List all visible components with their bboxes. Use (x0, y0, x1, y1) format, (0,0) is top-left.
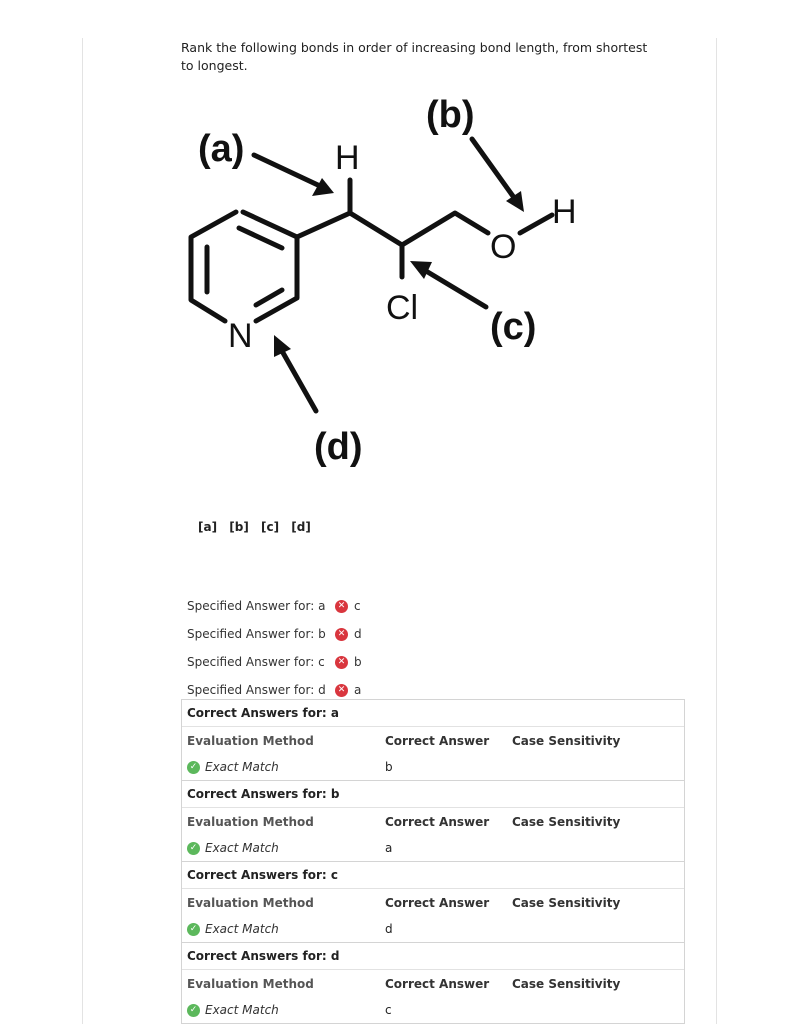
header-case-sensitivity: Case Sensitivity (512, 896, 621, 910)
arrow-c (426, 271, 486, 307)
blank-c: [c] (261, 520, 280, 534)
specified-value: c (354, 599, 361, 613)
label-a: (a) (198, 128, 245, 170)
correct-answers-table (181, 699, 685, 1024)
header-correct-answer: Correct Answer (385, 896, 490, 910)
header-evaluation-method: Evaluation Method (187, 815, 314, 829)
blank-b: [b] (229, 520, 249, 534)
atom-o: O (490, 228, 517, 266)
correct-answers-block (182, 781, 684, 862)
header-case-sensitivity: Case Sensitivity (512, 977, 621, 991)
incorrect-icon: ✕ (335, 656, 348, 669)
header-correct-answer: Correct Answer (385, 734, 490, 748)
correct-answers-block (182, 700, 684, 781)
correct-answers-block (182, 862, 684, 943)
atom-h-oh: H (552, 193, 577, 231)
correct-answer-value: b (385, 760, 393, 774)
correct-answers-title: Correct Answers for: d (182, 943, 684, 970)
evaluation-method-value: Exact Match (205, 760, 279, 774)
correct-answers-block (182, 943, 684, 1024)
specified-row (187, 592, 362, 620)
ring-bond (191, 212, 236, 321)
correct-answers-title: Correct Answers for: c (182, 862, 684, 889)
incorrect-icon: ✕ (335, 684, 348, 697)
evaluation-method-value: Exact Match (205, 922, 279, 936)
header-evaluation-method: Evaluation Method (187, 896, 314, 910)
header-evaluation-method: Evaluation Method (187, 734, 314, 748)
arrow-d (282, 351, 316, 411)
table-row (182, 998, 684, 1023)
specified-value: a (354, 683, 362, 697)
oh-bond (520, 215, 552, 233)
specified-label: Specified Answer for: b (187, 627, 326, 641)
arrow-a-head (312, 178, 334, 196)
chain-bond (297, 213, 488, 245)
arrow-b (472, 139, 515, 199)
specified-label: Specified Answer for: a (187, 599, 326, 613)
correct-answers-title: Correct Answers for: b (182, 781, 684, 808)
label-b: (b) (426, 94, 475, 136)
label-d: (d) (314, 426, 363, 468)
atom-cl: Cl (386, 289, 419, 327)
frame-right-border (716, 38, 717, 1024)
arrow-a (254, 155, 320, 186)
header-correct-answer: Correct Answer (385, 977, 490, 991)
correct-answers-title: Correct Answers for: a (182, 700, 684, 727)
correct-answer-value: a (385, 841, 393, 855)
blank-d: [d] (291, 520, 311, 534)
answer-blanks (198, 520, 317, 534)
molecule-diagram (170, 85, 577, 475)
specified-row (187, 648, 362, 676)
check-icon: ✓ (187, 761, 200, 774)
table-header (182, 808, 684, 836)
ring-double-bond (239, 228, 282, 248)
question-text: Rank the following bonds in order of increasing bond length, from shortest to longest. (181, 40, 648, 73)
specified-answers (187, 592, 362, 704)
header-evaluation-method: Evaluation Method (187, 977, 314, 991)
table-header (182, 970, 684, 998)
blank-a: [a] (198, 520, 218, 534)
atom-h-top: H (335, 139, 360, 177)
specified-value: b (354, 655, 362, 669)
correct-answer-value: d (385, 922, 393, 936)
specified-label: Specified Answer for: d (187, 683, 326, 697)
evaluation-method-value: Exact Match (205, 1003, 279, 1017)
header-correct-answer: Correct Answer (385, 815, 490, 829)
specified-label: Specified Answer for: c (187, 655, 325, 669)
incorrect-icon: ✕ (335, 600, 348, 613)
correct-answer-value: c (385, 1003, 392, 1017)
header-case-sensitivity: Case Sensitivity (512, 815, 621, 829)
evaluation-method-value: Exact Match (205, 841, 279, 855)
table-header (182, 889, 684, 917)
atom-n: N (228, 317, 253, 355)
header-case-sensitivity: Case Sensitivity (512, 734, 621, 748)
incorrect-icon: ✕ (335, 628, 348, 641)
check-icon: ✓ (187, 1004, 200, 1017)
specified-row (187, 620, 362, 648)
ring-double-bond (256, 290, 282, 305)
check-icon: ✓ (187, 923, 200, 936)
check-icon: ✓ (187, 842, 200, 855)
specified-value: d (354, 627, 362, 641)
table-row (182, 755, 684, 780)
table-header (182, 727, 684, 755)
table-row (182, 917, 684, 942)
label-c: (c) (490, 306, 537, 348)
table-row (182, 836, 684, 861)
ring-bond (243, 212, 297, 321)
frame-left-border (82, 38, 83, 1024)
